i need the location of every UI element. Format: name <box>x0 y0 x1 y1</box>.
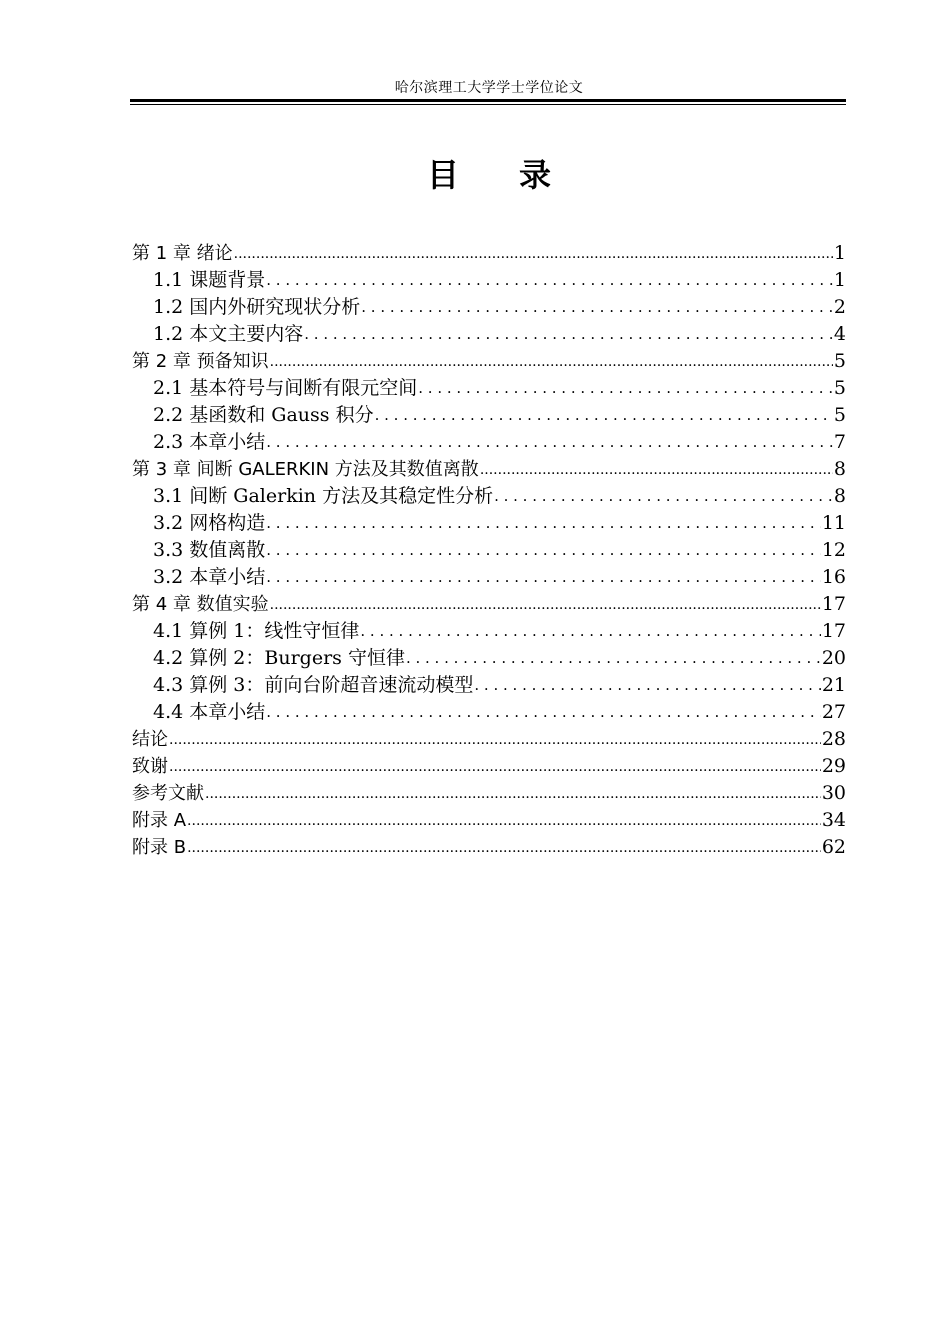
toc-entry-page-number: 17 <box>821 593 846 615</box>
toc-chapter-entry[interactable] <box>132 726 846 753</box>
toc-section-entry[interactable] <box>132 537 846 564</box>
toc-entry-page-number: 28 <box>821 728 846 750</box>
header-rule-thin <box>130 104 846 105</box>
toc-entry-page-number: 5 <box>833 377 846 399</box>
toc-dot-leader <box>418 375 833 402</box>
toc-chapter-entry[interactable] <box>132 591 846 618</box>
toc-entry-label: 1.2 国内外研究现状分析 <box>153 296 361 318</box>
toc-dot-leader <box>270 591 821 618</box>
toc-dot-leader <box>375 402 833 429</box>
toc-chapter-entry[interactable] <box>132 834 846 861</box>
toc-chapter-entry[interactable] <box>132 456 846 483</box>
toc-entry-page-number: 17 <box>821 620 846 642</box>
toc-section-entry[interactable] <box>132 618 846 645</box>
toc-entry-page-number: 34 <box>821 809 846 831</box>
toc-entry-page-number: 8 <box>833 458 846 480</box>
toc-entry-page-number: 16 <box>821 566 846 588</box>
toc-dot-leader <box>205 780 821 807</box>
toc-section-entry[interactable] <box>132 699 846 726</box>
toc-entry-label: 3.1 间断 Galerkin 方法及其稳定性分析 <box>153 485 494 507</box>
toc-entry-page-number: 8 <box>833 485 846 507</box>
toc-entry-page-number: 30 <box>821 782 846 804</box>
toc-dot-leader <box>266 537 821 564</box>
table-of-contents <box>132 240 846 861</box>
toc-entry-label: 4.1 算例 1：线性守恒律 <box>153 620 360 642</box>
toc-entry-label: 附录 B <box>132 837 187 858</box>
toc-entry-label: 4.3 算例 3：前向台阶超音速流动模型 <box>153 674 474 696</box>
toc-entry-page-number: 11 <box>821 512 846 534</box>
toc-dot-leader <box>270 348 833 375</box>
toc-chapter-entry[interactable] <box>132 807 846 834</box>
toc-entry-page-number: 5 <box>833 404 846 426</box>
toc-entry-label: 4.2 算例 2：Burgers 守恒律 <box>153 647 405 669</box>
header-rule-thick <box>130 99 846 102</box>
toc-chapter-entry[interactable] <box>132 753 846 780</box>
toc-entry-label: 参考文献 <box>132 783 204 804</box>
toc-dot-leader <box>187 834 821 861</box>
toc-section-entry[interactable] <box>132 294 846 321</box>
toc-entry-label: 2.3 本章小结 <box>153 431 266 453</box>
toc-dot-leader <box>266 564 821 591</box>
toc-entry-page-number: 27 <box>821 701 846 723</box>
toc-dot-leader <box>169 726 821 753</box>
page-title: 目录 <box>426 156 611 194</box>
toc-dot-leader <box>480 456 833 483</box>
toc-section-entry[interactable] <box>132 429 846 456</box>
toc-entry-label: 2.2 基函数和 Gauss 积分 <box>153 404 374 426</box>
toc-entry-label: 附录 A <box>132 810 187 831</box>
toc-section-entry[interactable] <box>132 321 846 348</box>
toc-dot-leader <box>406 645 821 672</box>
toc-entry-label: 1.2 本文主要内容 <box>153 323 304 345</box>
toc-dot-leader <box>304 321 833 348</box>
toc-dot-leader <box>266 429 833 456</box>
toc-dot-leader <box>169 753 821 780</box>
toc-section-entry[interactable] <box>132 510 846 537</box>
toc-section-entry[interactable] <box>132 645 846 672</box>
toc-dot-leader <box>187 807 821 834</box>
toc-dot-leader <box>266 267 833 294</box>
toc-section-entry[interactable] <box>132 564 846 591</box>
toc-entry-page-number: 12 <box>821 539 846 561</box>
toc-entry-label: 结论 <box>132 729 168 750</box>
toc-entry-label: 致谢 <box>132 756 168 777</box>
toc-entry-label: 第 2 章 预备知识 <box>132 351 269 372</box>
toc-dot-leader <box>360 618 820 645</box>
toc-entry-label: 3.2 网格构造 <box>153 512 266 534</box>
toc-chapter-entry[interactable] <box>132 780 846 807</box>
toc-entry-label: 4.4 本章小结 <box>153 701 266 723</box>
toc-entry-label: 3.3 数值离散 <box>153 539 266 561</box>
toc-chapter-entry[interactable] <box>132 240 846 267</box>
toc-entry-page-number: 21 <box>821 674 846 696</box>
toc-entry-label: 第 4 章 数值实验 <box>132 594 269 615</box>
toc-entry-page-number: 7 <box>833 431 846 453</box>
toc-chapter-entry[interactable] <box>132 348 846 375</box>
toc-section-entry[interactable] <box>132 402 846 429</box>
toc-entry-page-number: 62 <box>821 836 846 858</box>
toc-entry-page-number: 2 <box>833 296 846 318</box>
toc-entry-page-number: 1 <box>833 242 846 264</box>
running-header: 哈尔滨理工大学学士学位论文 <box>394 80 584 96</box>
toc-dot-leader <box>361 294 833 321</box>
toc-section-entry[interactable] <box>132 483 846 510</box>
toc-entry-page-number: 5 <box>833 350 846 372</box>
toc-dot-leader <box>266 510 821 537</box>
toc-entry-page-number: 4 <box>833 323 846 345</box>
toc-entry-label: 第 3 章 间断 GALERKIN 方法及其数值离散 <box>132 459 479 480</box>
toc-entry-label: 1.1 课题背景 <box>153 269 266 291</box>
toc-entry-page-number: 20 <box>821 647 846 669</box>
toc-dot-leader <box>234 240 833 267</box>
toc-section-entry[interactable] <box>132 267 846 294</box>
toc-entry-label: 第 1 章 绪论 <box>132 243 233 264</box>
toc-dot-leader <box>494 483 833 510</box>
toc-entry-label: 2.1 基本符号与间断有限元空间 <box>153 377 418 399</box>
toc-entry-label: 3.2 本章小结 <box>153 566 266 588</box>
toc-dot-leader <box>474 672 820 699</box>
toc-dot-leader <box>266 699 821 726</box>
toc-entry-page-number: 1 <box>833 269 846 291</box>
toc-entry-page-number: 29 <box>821 755 846 777</box>
toc-section-entry[interactable] <box>132 375 846 402</box>
toc-section-entry[interactable] <box>132 672 846 699</box>
